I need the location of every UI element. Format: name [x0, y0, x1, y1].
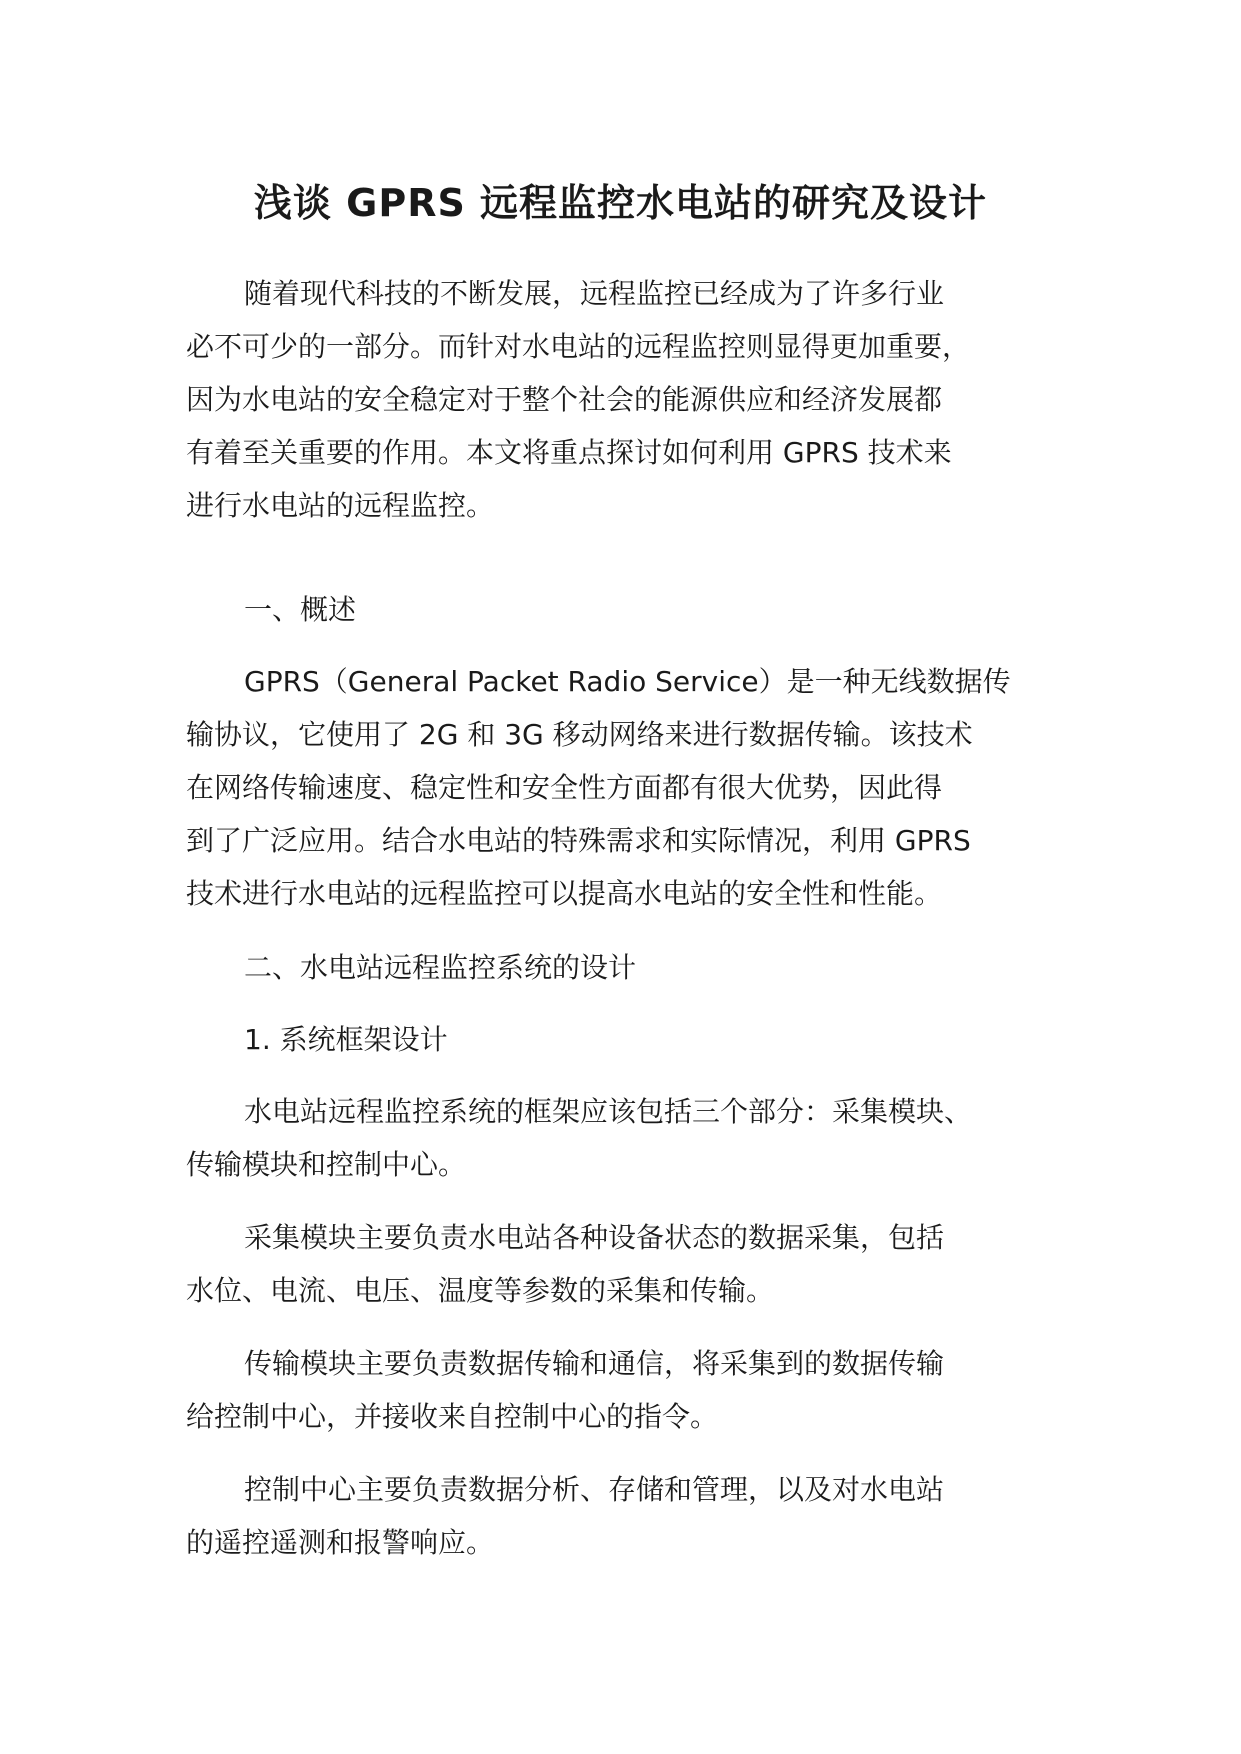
- section-heading: 一、概述: [244, 593, 357, 626]
- section-heading: 二、水电站远程监控系统的设计: [244, 951, 637, 984]
- paragraph-gprs: [186, 655, 1086, 920]
- paragraph-line: GPRS（General Packet Radio Service）是一种无线数据传: [244, 665, 1011, 698]
- paragraph-line: 控制中心主要负责数据分析、存储和管理，以及对水电站: [244, 1473, 945, 1506]
- paragraph-line: 因为水电站的安全稳定对于整个社会的能源供应和经济发展都: [186, 383, 943, 416]
- paragraph-line: 的遥控遥测和报警响应。: [186, 1526, 495, 1559]
- paragraph-line: 随着现代科技的不断发展，远程监控已经成为了许多行业: [244, 277, 945, 310]
- paragraph-line: 必不可少的一部分。而针对水电站的远程监控则显得更加重要，: [186, 330, 971, 363]
- section-heading-overview: [186, 583, 1086, 636]
- paragraph-transmission-module: [186, 1337, 1086, 1443]
- subsection-heading: 1. 系统框架设计: [244, 1023, 448, 1056]
- paragraph-line: 水位、电流、电压、温度等参数的采集和传输。: [186, 1274, 775, 1307]
- paragraph-control-center: [186, 1463, 1086, 1569]
- paragraph-line: 水电站远程监控系统的框架应该包括三个部分：采集模块、: [244, 1095, 973, 1128]
- paragraph-line: 进行水电站的远程监控。: [186, 489, 495, 522]
- paragraph-line: 技术进行水电站的远程监控可以提高水电站的安全性和性能。: [186, 877, 943, 910]
- paragraph-line: 给控制中心，并接收来自控制中心的指令。: [186, 1400, 719, 1433]
- paragraph-line: 有着至关重要的作用。本文将重点探讨如何利用 GPRS 技术来: [186, 436, 952, 469]
- document-title: 浅谈 GPRS 远程监控水电站的研究及设计: [253, 181, 988, 225]
- paragraph-acquisition-module: [186, 1211, 1086, 1317]
- paragraph-line: 到了广泛应用。结合水电站的特殊需求和实际情况，利用 GPRS: [186, 824, 971, 857]
- paragraph-framework: [186, 1085, 1086, 1191]
- subsection-heading-framework: [186, 1013, 1086, 1066]
- paragraph-intro: [186, 267, 1086, 532]
- section-heading-design: [186, 941, 1086, 994]
- paragraph-line: 传输模块主要负责数据传输和通信，将采集到的数据传输: [244, 1347, 945, 1380]
- paragraph-line: 传输模块和控制中心。: [186, 1148, 467, 1181]
- paragraph-line: 在网络传输速度、稳定性和安全性方面都有很大优势，因此得: [186, 771, 943, 804]
- paragraph-line: 输协议，它使用了 2G 和 3G 移动网络来进行数据传输。该技术: [186, 718, 973, 751]
- paragraph-line: 采集模块主要负责水电站各种设备状态的数据采集，包括: [244, 1221, 945, 1254]
